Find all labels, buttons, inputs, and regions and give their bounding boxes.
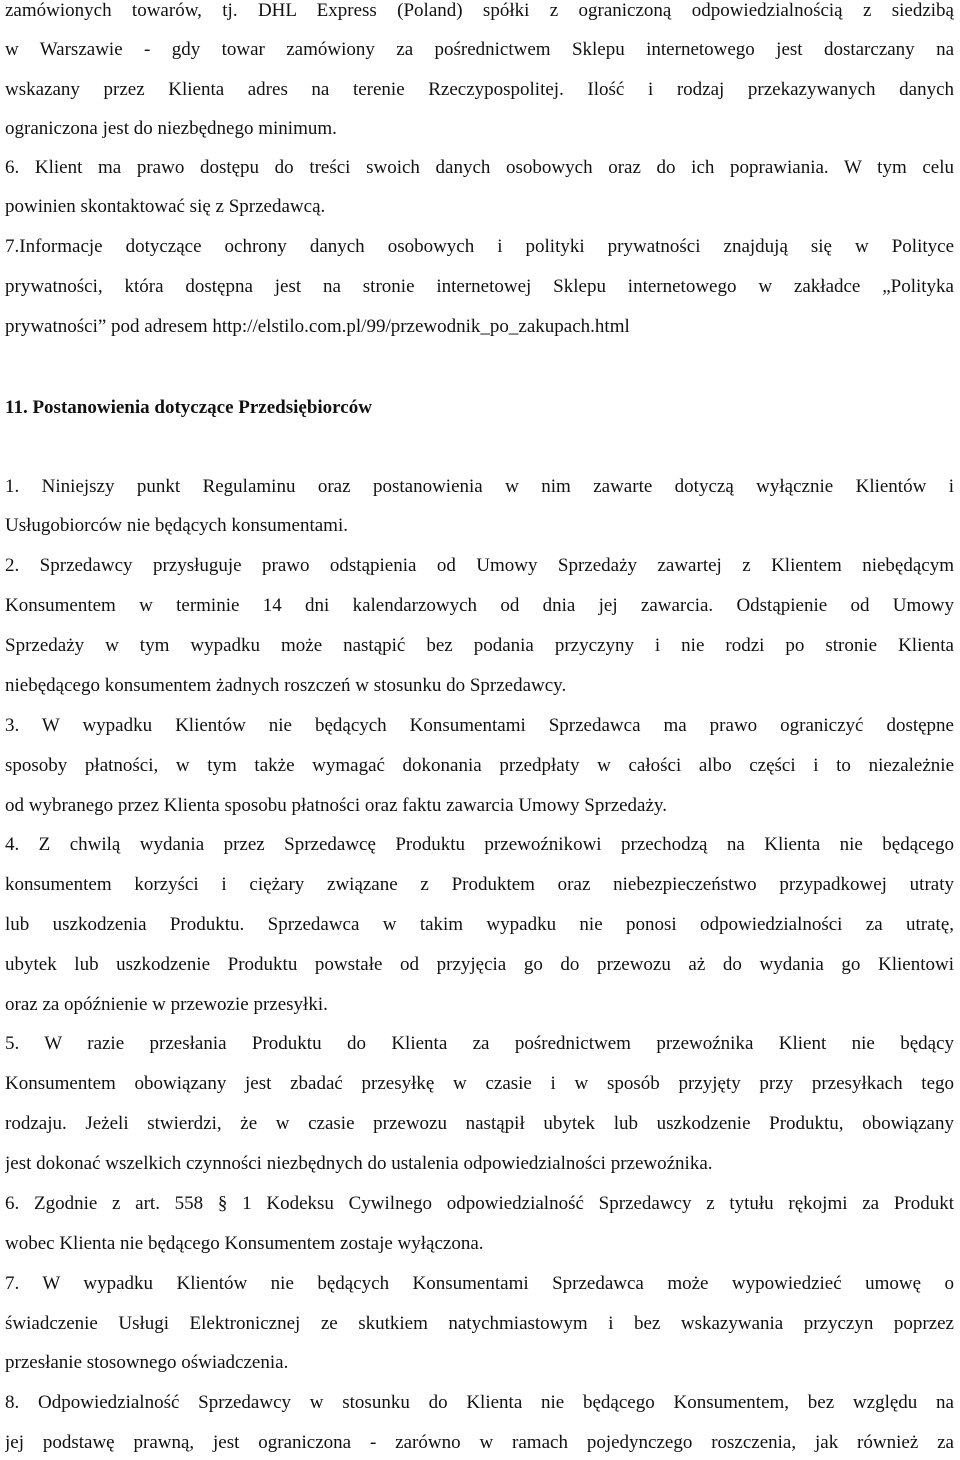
- text-line: oraz za opóźnienie w przewozie przesyłki.: [5, 994, 328, 1015]
- text-line: w Warszawie - gdy towar zamówiony za pośrednictwem Sklepu internetowego jest dostarczany na: [5, 39, 954, 60]
- text-line: przesłanie stosownego oświadczenia.: [5, 1352, 289, 1373]
- text-line: 7.Informacje dotyczące ochrony danych osobowych i polityki prywatności znajdują się w Polityce: [5, 236, 954, 257]
- text-line: 5. W razie przesłania Produktu do Klienta za pośrednictwem przewoźnika Klient nie będący: [5, 1033, 954, 1054]
- text-line: jest dokonać wszelkich czynności niezbędnych do ustalenia odpowiedzialności przewoźnika.: [5, 1153, 713, 1174]
- text-line: świadczenie Usługi Elektronicznej ze skutkiem natychmiastowym i bez wskazywania przyczyn poprzez: [5, 1313, 954, 1334]
- text-line: 2. Sprzedawcy przysługuje prawo odstąpienia od Umowy Sprzedaży zawartej z Klientem niebędącym: [5, 555, 954, 576]
- link-text-line: prywatności” pod adresem http://elstilo.com.pl/99/przewodnik_po_zakupach.html: [5, 316, 630, 337]
- text-line: ubytek lub uszkodzenie Produktu powstałe od przyjęcia go do przewozu aż do wydania go Klientowi: [5, 954, 954, 975]
- text-line: powinien skontaktować się z Sprzedawcą.: [5, 196, 326, 217]
- text-line: konsumentem korzyści i ciężary związane z Produktem oraz niebezpieczeństwo przypadkowej utraty: [5, 874, 954, 895]
- text-line: Konsumentem obowiązany jest zbadać przesyłkę w czasie i w sposób przyjęty przy przesyłkach tego: [5, 1073, 954, 1094]
- text-line: 6. Klient ma prawo dostępu do treści swoich danych osobowych oraz do ich poprawiania. W tym celu: [5, 157, 954, 178]
- text-line: rodzaju. Jeżeli stwierdzi, że w czasie przewozu nastąpił ubytek lub uszkodzenie Produktu, obowiązany: [5, 1113, 954, 1134]
- text-line: prywatności, która dostępna jest na stronie internetowej Sklepu internetowego w zakładce „Polityka: [5, 276, 954, 297]
- text-line: 4. Z chwilą wydania przez Sprzedawcę Produktu przewoźnikowi przechodzą na Klienta nie będącego: [5, 834, 954, 855]
- text-line: 6. Zgodnie z art. 558 § 1 Kodeksu Cywilnego odpowiedzialność Sprzedawcy z tytułu rękojmi za Produkt: [5, 1193, 954, 1214]
- text-line: lub uszkodzenia Produktu. Sprzedawca w takim wypadku nie ponosi odpowiedzialności za utratę,: [5, 914, 954, 935]
- text-line: Sprzedaży w tym wypadku może nastąpić bez podania przyczyny i nie rodzi po stronie Klienta: [5, 635, 954, 656]
- section-heading: 11. Postanowienia dotyczące Przedsiębiorców: [5, 397, 372, 418]
- text-line: 1. Niniejszy punkt Regulaminu oraz postanowienia w nim zawarte dotyczą wyłącznie Klientów i: [5, 476, 954, 497]
- text-line: niebędącego konsumentem żadnych roszczeń w stosunku do Sprzedawcy.: [5, 675, 567, 696]
- text-line: sposoby płatności, w tym także wymagać dokonania przedpłaty w całości albo części i to niezależnie: [5, 755, 954, 776]
- text-line: zamówionych towarów, tj. DHL Express (Poland) spółki z ograniczoną odpowiedzialnością z siedzibą: [5, 0, 954, 21]
- text-line: Konsumentem w terminie 14 dni kalendarzowych od dnia jej zawarcia. Odstąpienie od Umowy: [5, 595, 954, 616]
- text-line: wobec Klienta nie będącego Konsumentem zostaje wyłączona.: [5, 1233, 484, 1254]
- text-line: ograniczona jest do niezbędnego minimum.: [5, 118, 337, 139]
- text-line: 3. W wypadku Klientów nie będących Konsumentami Sprzedawca ma prawo ograniczyć dostępne: [5, 715, 954, 736]
- text-line: 7. W wypadku Klientów nie będących Konsumentami Sprzedawca może wypowiedzieć umowę o: [5, 1273, 954, 1294]
- text-line: 8. Odpowiedzialność Sprzedawcy w stosunku do Klienta nie będącego Konsumentem, bez względu na: [5, 1392, 954, 1413]
- text-line: jej podstawę prawną, jest ograniczona - zarówno w ramach pojedynczego roszczenia, jak również za: [5, 1432, 954, 1453]
- text-line: wskazany przez Klienta adres na terenie Rzeczypospolitej. Ilość i rodzaj przekazywanych danych: [5, 79, 954, 100]
- text-line: Usługobiorców nie będących konsumentami.: [5, 515, 348, 536]
- text-line: od wybranego przez Klienta sposobu płatności oraz faktu zawarcia Umowy Sprzedaży.: [5, 795, 667, 816]
